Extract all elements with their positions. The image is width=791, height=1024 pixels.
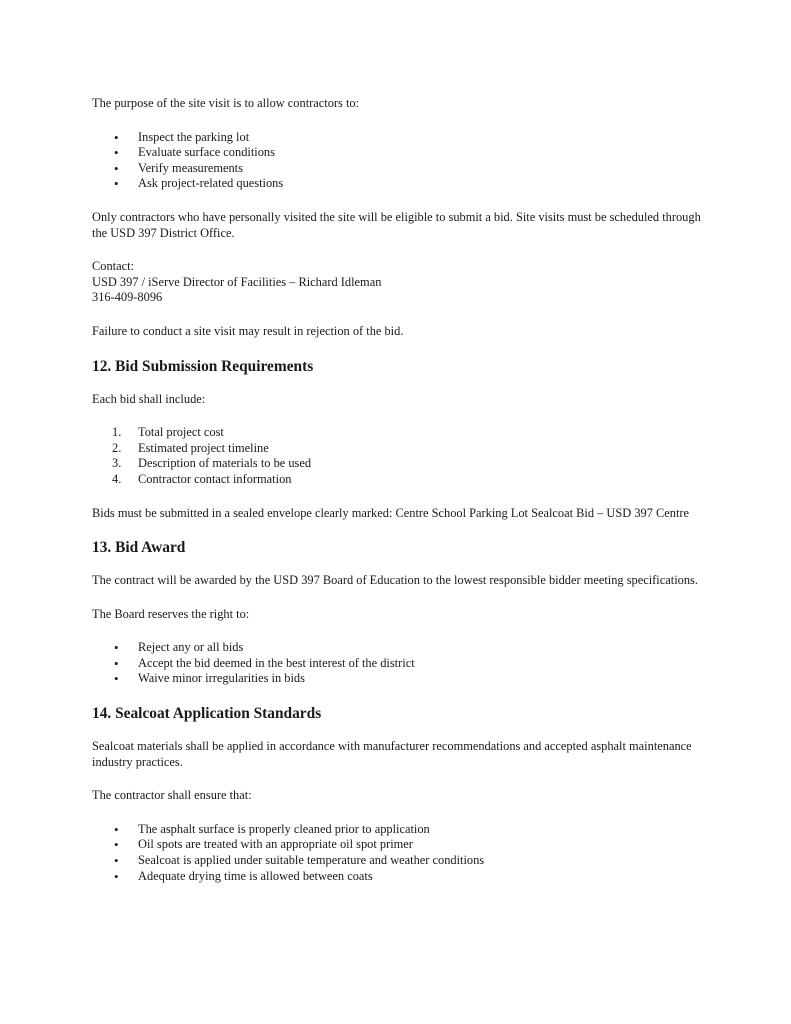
list-item [92, 456, 712, 472]
list-number: 2. [112, 440, 122, 455]
submission-instructions: Bids must be submitted in a sealed envelope clearly marked: Centre School Parking Lot Sealcoat Bid – USD 397 Centre [92, 505, 690, 520]
list-item: • Accept the bid deemed in the best interest of the district [92, 656, 712, 672]
document-page [92, 96, 712, 884]
list-item: • Reject any or all bids [92, 640, 712, 656]
section-12-heading: 12. Bid Submission Requirements [92, 357, 314, 375]
section-13-heading: 13. Bid Award [92, 539, 186, 557]
contact-phone: 316-409-8096 [92, 290, 163, 305]
list-number: 3. [112, 456, 122, 471]
list-item: • Waive minor irregularities in bids [92, 671, 712, 687]
list-item: • Evaluate surface conditions [92, 145, 712, 161]
list-item [92, 472, 712, 488]
contractor-duties-list [92, 822, 712, 884]
list-item: • Oil spots are treated with an appropriate oil spot primer [92, 837, 712, 853]
list-item: • Ask project-related questions [92, 176, 712, 192]
list-item [92, 425, 712, 441]
list-item-text: Total project cost [138, 425, 224, 440]
list-item-text: Contractor contact information [138, 471, 292, 486]
list-item: • Sealcoat is applied under suitable temperature and weather conditions [92, 853, 712, 869]
list-item: • The asphalt surface is properly cleaned prior to application [92, 822, 712, 838]
site-visit-intro: The purpose of the site visit is to allow contractors to: [92, 96, 360, 110]
standards-paragraph: Sealcoat materials shall be applied in accordance with manufacturer recommendations and accepted asphalt maintenance industry practices. [92, 739, 692, 769]
list-item [92, 441, 712, 457]
list-item: • Adequate drying time is allowed between coats [92, 869, 712, 885]
site-visit-list [92, 130, 712, 192]
board-rights-list [92, 640, 712, 687]
list-item-text: Estimated project timeline [138, 440, 269, 455]
list-number: 1. [112, 425, 122, 440]
list-item-text: Description of materials to be used [138, 456, 312, 471]
section-13-lead: The Board reserves the right to: [92, 606, 250, 621]
list-item: • Inspect the parking lot [92, 130, 712, 146]
bid-requirements-list [92, 425, 712, 487]
contact-name: USD 397 / iServe Director of Facilities – Richard Idleman [92, 274, 382, 289]
award-paragraph: The contract will be awarded by the USD 397 Board of Education to the lowest responsible bidder meeting specifications. [92, 573, 698, 588]
section-14-lead: The contractor shall ensure that: [92, 788, 252, 803]
eligibility-paragraph: Only contractors who have personally visited the site will be eligible to submit a bid. Site visits must be scheduled through the USD 397 District Office. [92, 209, 701, 240]
failure-notice: Failure to conduct a site visit may result in rejection of the bid. [92, 323, 404, 338]
list-item: • Verify measurements [92, 161, 712, 177]
contact-label: Contact: [92, 259, 134, 274]
section-14-heading: 14. Sealcoat Application Standards [92, 705, 322, 723]
list-number: 4. [112, 471, 122, 486]
section-12-lead: Each bid shall include: [92, 391, 206, 406]
